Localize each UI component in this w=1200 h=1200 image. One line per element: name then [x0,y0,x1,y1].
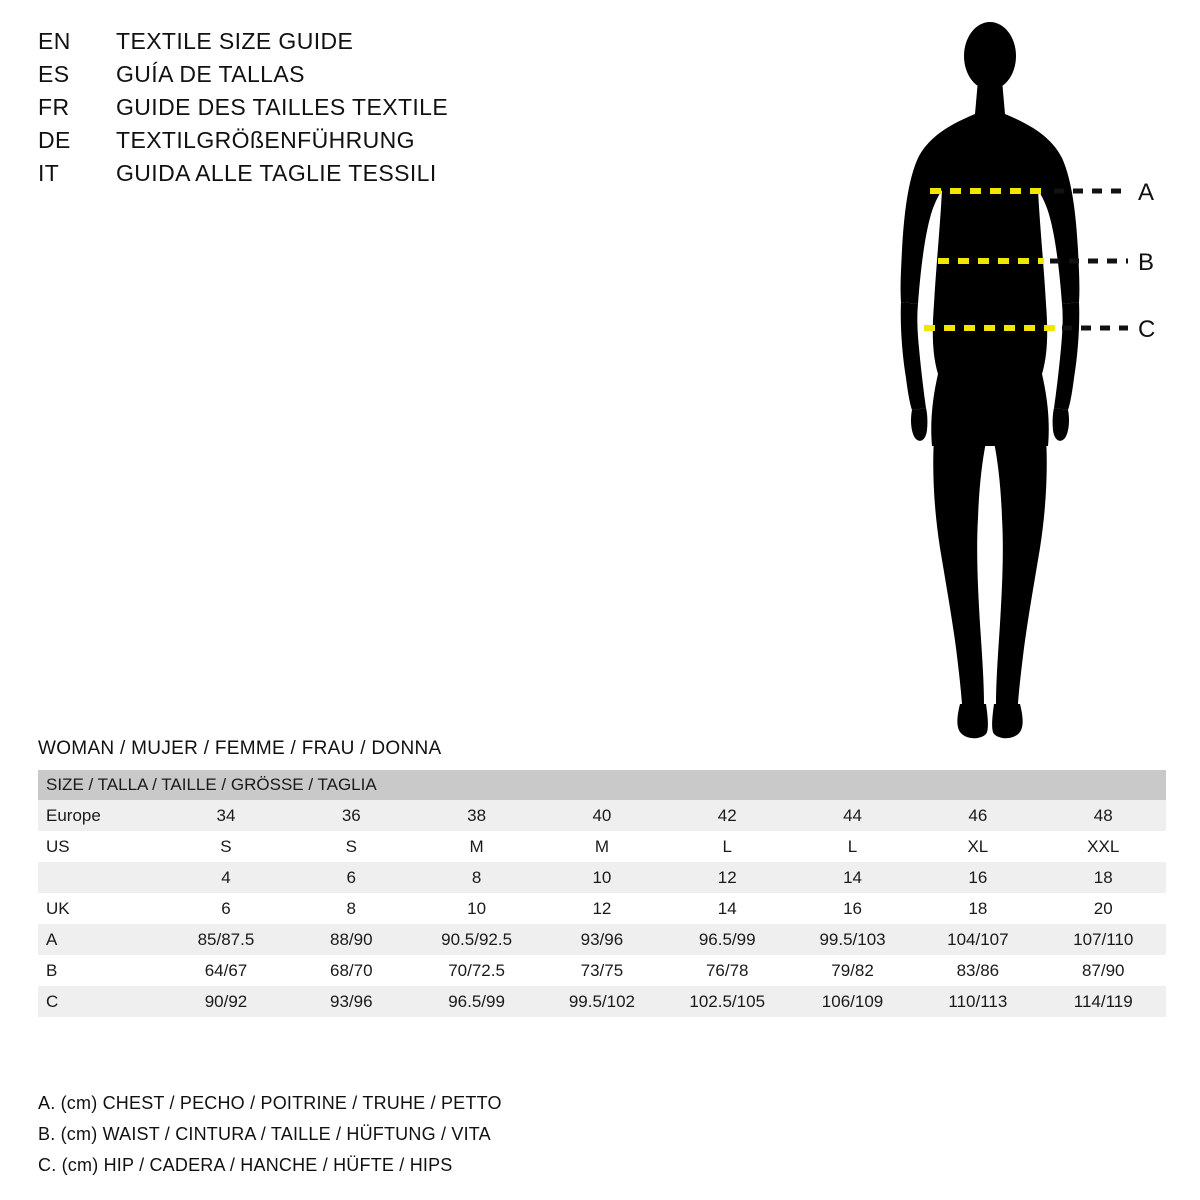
table-cell: 70/72.5 [414,955,539,986]
title-row [38,94,558,127]
table-cell: 110/113 [915,986,1040,1017]
marker-label-a: A [1138,179,1155,206]
legend-line-b: B. (cm) WAIST / CINTURA / TAILLE / HÜFTUNG / VITA [38,1124,491,1144]
table-row [38,800,1166,831]
row-label: Europe [38,800,163,831]
title-text: GUÍA DE TALLAS [116,61,305,87]
table-cell: 16 [790,893,915,924]
table-cell: 99.5/103 [790,924,915,955]
title-lang-code: ES [38,61,70,87]
table-cell: M [414,831,539,862]
table-cell: 46 [915,800,1040,831]
title-lang-code: FR [38,94,70,120]
table-cell: 99.5/102 [539,986,664,1017]
table-cell: 93/96 [539,924,664,955]
table-cell: 16 [915,862,1040,893]
title-text: TEXTILGRÖßENFÜHRUNG [116,127,415,153]
table-cell: 104/107 [915,924,1040,955]
table-row [38,831,1166,862]
table-cell: 18 [915,893,1040,924]
table-cell: 12 [665,862,790,893]
legend-line-c: C. (cm) HIP / CADERA / HANCHE / HÜFTE / HIPS [38,1155,453,1175]
table-cell: 40 [539,800,664,831]
table-cell: 36 [289,800,414,831]
body-figure [860,18,1190,758]
female-body-silhouette-icon [901,22,1080,738]
table-cell: 12 [539,893,664,924]
title-lang-code: IT [38,160,60,186]
table-cell: L [665,831,790,862]
size-table-section [38,738,1166,1017]
table-cell: 8 [289,893,414,924]
table-cell: M [539,831,664,862]
table-cell: 93/96 [289,986,414,1017]
table-row [38,862,1166,893]
table-cell: 90.5/92.5 [414,924,539,955]
table-cell: 6 [163,893,288,924]
table-cell: S [163,831,288,862]
marker-label-c: C [1138,316,1156,343]
title-text: TEXTILE SIZE GUIDE [116,28,354,54]
table-cell: 44 [790,800,915,831]
table-cell: 83/86 [915,955,1040,986]
row-label: B [38,955,163,986]
title-block [38,28,558,193]
table-row [38,955,1166,986]
table-header-label: SIZE / TALLA / TAILLE / GRÖSSE / TAGLIA [38,770,1166,800]
table-row [38,893,1166,924]
table-cell: 42 [665,800,790,831]
title-row [38,28,558,61]
table-cell: 10 [539,862,664,893]
table-cell: 87/90 [1041,955,1167,986]
table-cell: 38 [414,800,539,831]
row-label: US [38,831,163,862]
table-cell: 106/109 [790,986,915,1017]
row-label [38,862,163,893]
table-cell: 85/87.5 [163,924,288,955]
table-cell: 48 [1041,800,1167,831]
table-cell: 6 [289,862,414,893]
table-cell: 14 [665,893,790,924]
table-cell: 102.5/105 [665,986,790,1017]
title-row [38,127,558,160]
title-row [38,160,558,193]
row-label: C [38,986,163,1017]
table-cell: 18 [1041,862,1167,893]
table-cell: 79/82 [790,955,915,986]
table-cell: 88/90 [289,924,414,955]
table-row [38,986,1166,1017]
row-label: A [38,924,163,955]
table-cell: 64/67 [163,955,288,986]
table-cell: 14 [790,862,915,893]
legend-line-a: A. (cm) CHEST / PECHO / POITRINE / TRUHE / PETTO [38,1093,502,1113]
title-lang-code: EN [38,28,71,54]
table-cell: 4 [163,862,288,893]
size-table [38,770,1166,1017]
table-cell: 107/110 [1041,924,1167,955]
table-cell: XXL [1041,831,1167,862]
table-cell: S [289,831,414,862]
title-row [38,61,558,94]
table-cell: 76/78 [665,955,790,986]
table-cell: 90/92 [163,986,288,1017]
table-header-row [38,770,1166,800]
table-cell: 73/75 [539,955,664,986]
table-cell: 96.5/99 [414,986,539,1017]
row-label: UK [38,893,163,924]
table-cell: 114/119 [1041,986,1167,1017]
table-cell: 10 [414,893,539,924]
table-cell: XL [915,831,1040,862]
table-cell: L [790,831,915,862]
title-text: GUIDE DES TAILLES TEXTILE [116,94,449,120]
table-cell: 34 [163,800,288,831]
table-cell: 96.5/99 [665,924,790,955]
table-cell: 20 [1041,893,1167,924]
title-text: GUIDA ALLE TAGLIE TESSILI [116,160,437,186]
table-row [38,924,1166,955]
table-cell: 68/70 [289,955,414,986]
measurement-legend [38,1088,738,1181]
marker-label-b: B [1138,249,1155,276]
title-lang-code: DE [38,127,71,153]
table-caption: WOMAN / MUJER / FEMME / FRAU / DONNA [38,738,442,759]
table-cell: 8 [414,862,539,893]
